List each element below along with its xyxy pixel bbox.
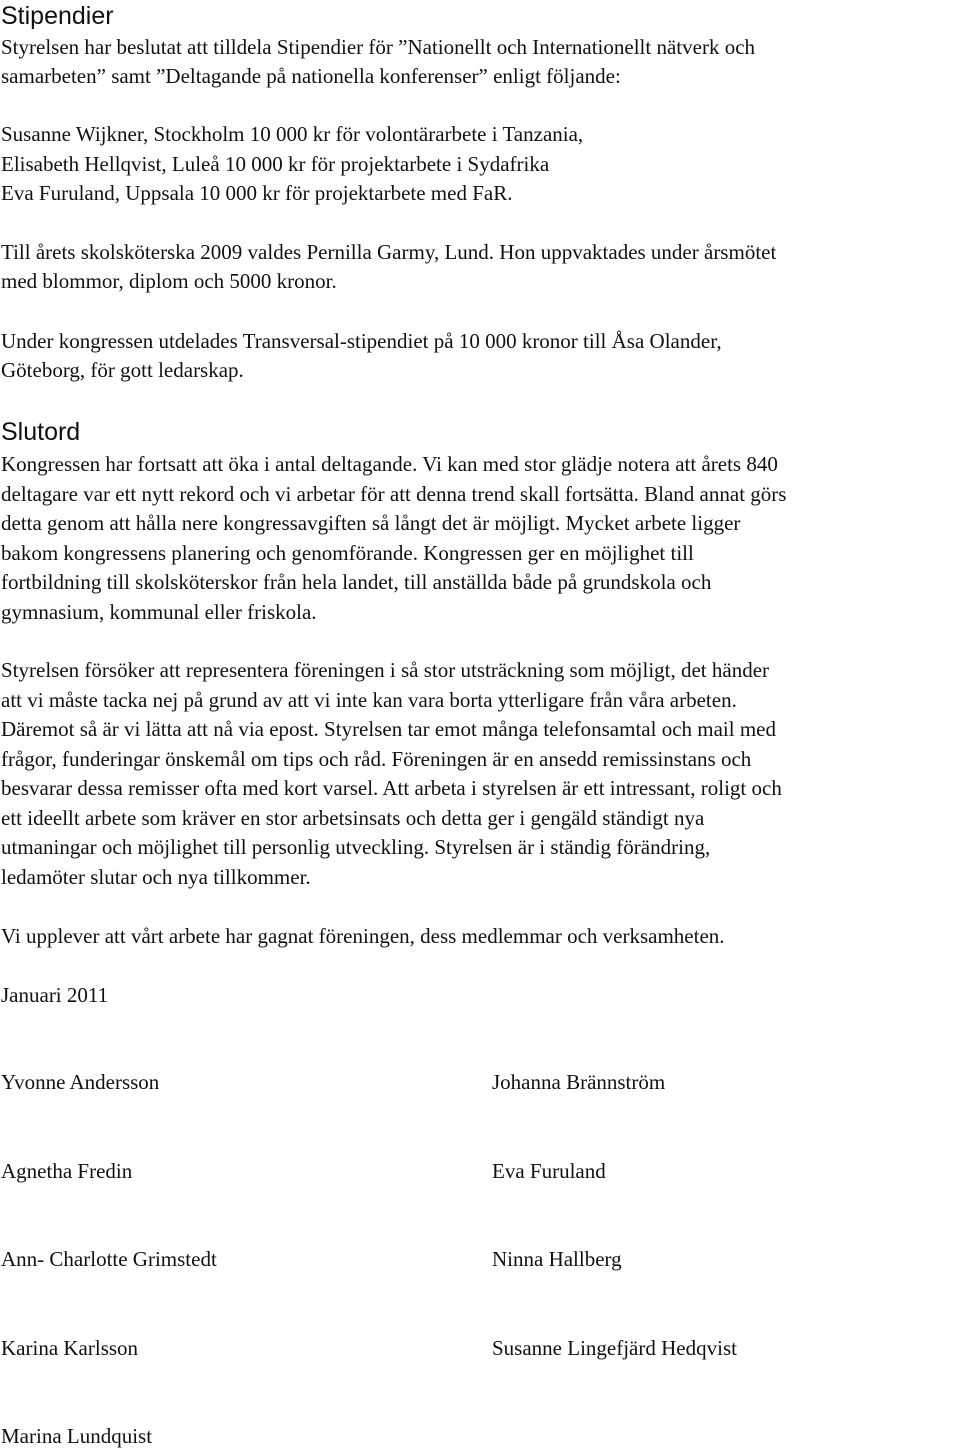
recipient-line-2: Elisabeth Hellqvist, Luleå 10 000 kr för projektarbete i Sydafrika bbox=[1, 152, 550, 176]
intro-line-2: samarbeten” samt ”Deltagande på nationella konferenser” enligt följande: bbox=[1, 64, 621, 88]
slutord-heading: Slutord bbox=[1, 418, 81, 446]
slutord-p2-line-4: frågor, funderingar önskemål om tips och råd. Föreningen är en ansedd remissinstans och bbox=[1, 747, 752, 771]
closing-sentence: Vi upplever att vårt arbete har gagnat föreningen, dess medlemmar och verksamheten. bbox=[1, 924, 725, 948]
slutord-p1-line-5: fortbildning till skolsköterskor från hela landet, till anställda både på grundskola och bbox=[1, 570, 712, 594]
transversal-line-2: Göteborg, för gott ledarskap. bbox=[1, 358, 244, 382]
signature-name: Ninna Hallberg bbox=[492, 1247, 622, 1271]
nurse-of-year-line-2: med blommor, diplom och 5000 kronor. bbox=[1, 269, 337, 293]
signature-name: Ann- Charlotte Grimstedt bbox=[1, 1247, 217, 1271]
document-date: Januari 2011 bbox=[1, 983, 109, 1007]
recipient-line-1: Susanne Wijkner, Stockholm 10 000 kr för volontärarbete i Tanzania, bbox=[1, 122, 584, 146]
signature-name: Susanne Lingefjärd Hedqvist bbox=[492, 1336, 737, 1360]
slutord-p1-line-1: Kongressen har fortsatt att öka i antal deltagande. Vi kan med stor glädje notera att årets 840 bbox=[1, 452, 778, 476]
slutord-p1-line-2: deltagare var ett nytt rekord och vi arbetar för att denna trend skall fortsätta. Bland annat görs bbox=[1, 482, 787, 506]
slutord-p1-line-3: detta genom att hålla nere kongressavgiften så långt det är möjligt. Mycket arbete ligger bbox=[1, 511, 741, 535]
slutord-p2-line-3: Däremot så är vi lätta att nå via epost. Styrelsen tar emot många telefonsamtal och mail med bbox=[1, 717, 776, 741]
signature-name: Eva Furuland bbox=[492, 1159, 606, 1183]
signature-name: Yvonne Andersson bbox=[1, 1070, 160, 1094]
slutord-p2-line-7: utmaningar och möjlighet till personlig utveckling. Styrelsen är i ständig förändring, bbox=[1, 835, 711, 859]
slutord-p2-line-6: ett ideellt arbete som kräver en stor arbetsinsats och detta ger i gengäld ständigt nya bbox=[1, 806, 705, 830]
slutord-p2-line-5: besvarar dessa remisser ofta med kort varsel. Att arbeta i styrelsen är ett intressant, roligt och bbox=[1, 776, 782, 800]
signature-name: Johanna Brännström bbox=[492, 1070, 666, 1094]
stipendier-heading: Stipendier bbox=[1, 2, 114, 30]
slutord-p1-line-6: gymnasium, kommunal eller friskola. bbox=[1, 600, 317, 624]
slutord-p2-line-2: att vi måste tacka nej på grund av att vi inte kan vara borta ytterligare från våra arbeten. bbox=[1, 688, 737, 712]
signature-name: Karina Karlsson bbox=[1, 1336, 139, 1360]
slutord-p2-line-8: ledamöter slutar och nya tillkommer. bbox=[1, 865, 311, 889]
slutord-p2-line-1: Styrelsen försöker att representera föreningen i så stor utsträckning som möjligt, det händer bbox=[1, 658, 770, 682]
signature-name: Agnetha Fredin bbox=[1, 1159, 133, 1183]
nurse-of-year-line-1: Till årets skolsköterska 2009 valdes Pernilla Garmy, Lund. Hon uppvaktades under årsmötet bbox=[1, 240, 777, 264]
transversal-line-1: Under kongressen utdelades Transversal-stipendiet på 10 000 kronor till Åsa Olander, bbox=[1, 329, 722, 353]
intro-line-1: Styrelsen har beslutat att tilldela Stipendier för ”Nationellt och Internationellt nätverk och bbox=[1, 35, 756, 59]
signature-name: Marina Lundquist bbox=[1, 1424, 153, 1448]
recipient-line-3: Eva Furuland, Uppsala 10 000 kr för projektarbete med FaR. bbox=[1, 181, 513, 205]
slutord-p1-line-4: bakom kongressens planering och genomförande. Kongressen ger en möjlighet till bbox=[1, 541, 694, 565]
